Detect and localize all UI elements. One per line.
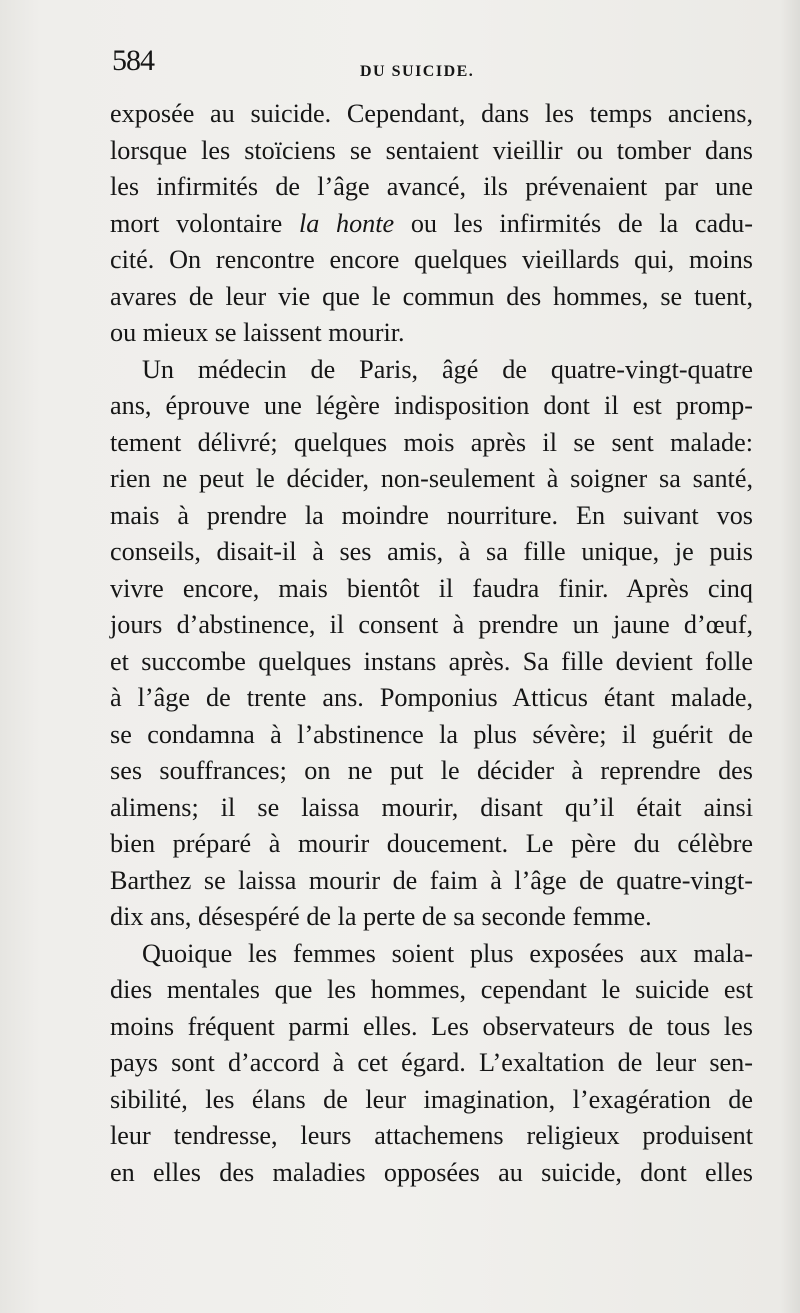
text-line: à l’âge de trente ans. Pomponius Atticus étant malade, (110, 683, 753, 712)
text-line: se condamna à l’abstinence la plus sévère; il guérit de (110, 719, 753, 749)
text-line: en elles des maladies opposées au suicide, dont elles (110, 1157, 753, 1187)
text-line: tement délivré; quelques mois après il se sent malade: (110, 427, 753, 457)
paragraph-end-line: ou mieux se laissent mourir. (110, 318, 405, 347)
text-line: mais à prendre la moindre nourriture. En suivant vos (110, 500, 753, 530)
text-line: pays sont d’accord à cet égard. L’exaltation de leur sen- (110, 1048, 753, 1077)
text-line: moins fréquent parmi elles. Les observateurs de tous les (110, 1011, 753, 1041)
text-line: Barthez se laissa mourir de faim à l’âge de quatre-vingt- (110, 865, 753, 895)
paragraph-end-line: dix ans, désespéré de la perte de sa seconde femme. (110, 902, 652, 931)
text-line: cité. On rencontre encore quelques vieillards qui, moins (110, 245, 753, 274)
text-line: les infirmités de l’âge avancé, ils prévenaient par une (110, 172, 753, 201)
running-head: DU SUICIDE. (360, 63, 475, 80)
text-line: conseils, disait-il à ses amis, à sa fille unique, je puis (110, 537, 753, 566)
text-segment: ou les infirmités de la cadu- (394, 208, 753, 238)
page-number: 584 (112, 44, 154, 77)
text-line: lorsque les stoïciens se sentaient vieillir ou tomber dans (110, 135, 753, 165)
text-segment: mort volontaire (110, 208, 299, 238)
text-line: vivre encore, mais bientôt il faudra finir. Après cinq (110, 573, 753, 603)
text-line: ses souffrances; on ne put le décider à reprendre des (110, 756, 753, 785)
text-line: bien préparé à mourir doucement. Le père du célèbre (110, 829, 753, 858)
text-line: sibilité, les élans de leur imagination, l’exagération de (110, 1084, 753, 1114)
text-line: rien ne peut le décider, non-seulement à soigner sa santé, (110, 464, 753, 493)
paragraph-start-line: Un médecin de Paris, âgé de quatre-vingt-quatre (142, 354, 753, 384)
text-line: jours d’abstinence, il consent à prendre un jaune d’œuf, (110, 610, 753, 639)
text-line: et succombe quelques instans après. Sa fille devient folle (110, 646, 753, 676)
text-line: dies mentales que les hommes, cependant le suicide est (110, 975, 753, 1004)
text-line: leur tendresse, leurs attachemens religieux produisent (110, 1121, 753, 1150)
text-line (110, 206, 753, 243)
text-line: alimens; il se laissa mourir, disant qu’il était ainsi (110, 792, 753, 822)
page-header (112, 44, 752, 84)
paragraph-start-line: Quoique les femmes soient plus exposées aux mala- (142, 938, 753, 968)
italic-phrase: la honte (298, 208, 395, 238)
text-line: ans, éprouve une légère indisposition dont il est promp- (110, 391, 753, 420)
text-line: avares de leur vie que le commun des hommes, se tuent, (110, 281, 753, 311)
body-text (110, 96, 753, 1191)
text-line: exposée au suicide. Cependant, dans les temps anciens, (110, 99, 753, 128)
